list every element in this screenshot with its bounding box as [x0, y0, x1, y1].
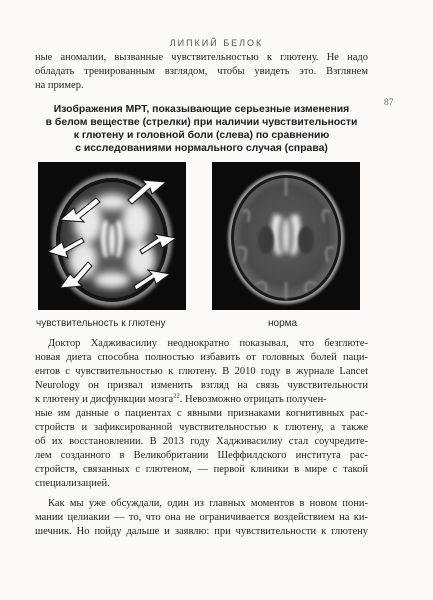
text-line: Доктор Хадживасилиу неоднократно показывал, что безглютe-: [48, 338, 368, 349]
text-line: новая диета способна полностью избавить от головных болей паци-: [35, 352, 368, 363]
page-number: 87: [384, 98, 394, 108]
footnote-ref: 22: [173, 393, 180, 400]
text-line: стройств, связанных с глютеном, — первой клиники в мире с такой: [35, 464, 368, 475]
figure-label-right: норма: [268, 318, 298, 329]
figure-caption-line: в белом веществе (стрелки) при наличии чувствительности: [45, 117, 358, 128]
text-line: мании целиакии — то, что она не ограничивается воздействием на ки-: [35, 512, 368, 523]
figure-caption-line: к глютену и головной боли (слева) по сравнению: [73, 130, 330, 141]
text-line: ные аномалии, вызванные чувствительностью к глютену. Не надо: [35, 52, 368, 63]
text-line: об их восстановлении. В 2013 году Хадживасилиу стал соучредите-: [35, 436, 368, 447]
mri-image-gluten-sensitivity: [38, 162, 186, 310]
text-line: ентов с чувствительностью к глютену. В 2010 году в журнале Lancet: [35, 366, 368, 377]
running-head: ЛИПКИЙ БЕЛОК: [169, 38, 264, 48]
mri-image-normal: [212, 162, 360, 310]
figure-caption-line: с исследованиями нормального случая (справа): [75, 143, 328, 154]
text-fragment: . Невозможно отрицать получен-: [179, 394, 327, 405]
text-line: Как мы уже обсуждали, один из главных моментов в новом пони-: [48, 498, 368, 509]
text-line: лем созданного в Великобритании Шеффилдского института рас-: [35, 450, 368, 461]
text-line: обладать тренированным взглядом, чтобы увидеть это. Взглянем: [35, 66, 368, 77]
text-line: на пример.: [35, 80, 84, 91]
text-line: шечник. Но пойду дальше и заявлю: при чувствительности к глютену: [35, 526, 368, 537]
text-line: специализацией.: [35, 478, 110, 489]
figure-caption-line: Изображения МРТ, показывающие серьезные изменения: [53, 104, 350, 115]
figure-label-left: чувствительность к глютену: [36, 318, 166, 329]
text-line: [35, 393, 368, 406]
text-line: стройств и зафиксированной чувствительностью к глютену, а также: [35, 422, 368, 433]
text-line: ные им данные о пациентах с явными признаками когнитивных рас-: [35, 408, 368, 419]
text-fragment: к глютену и дисфункции мозга: [35, 394, 174, 405]
text-line: Neurology он призвал изменить взгляд на связь чувствительности: [35, 380, 368, 391]
